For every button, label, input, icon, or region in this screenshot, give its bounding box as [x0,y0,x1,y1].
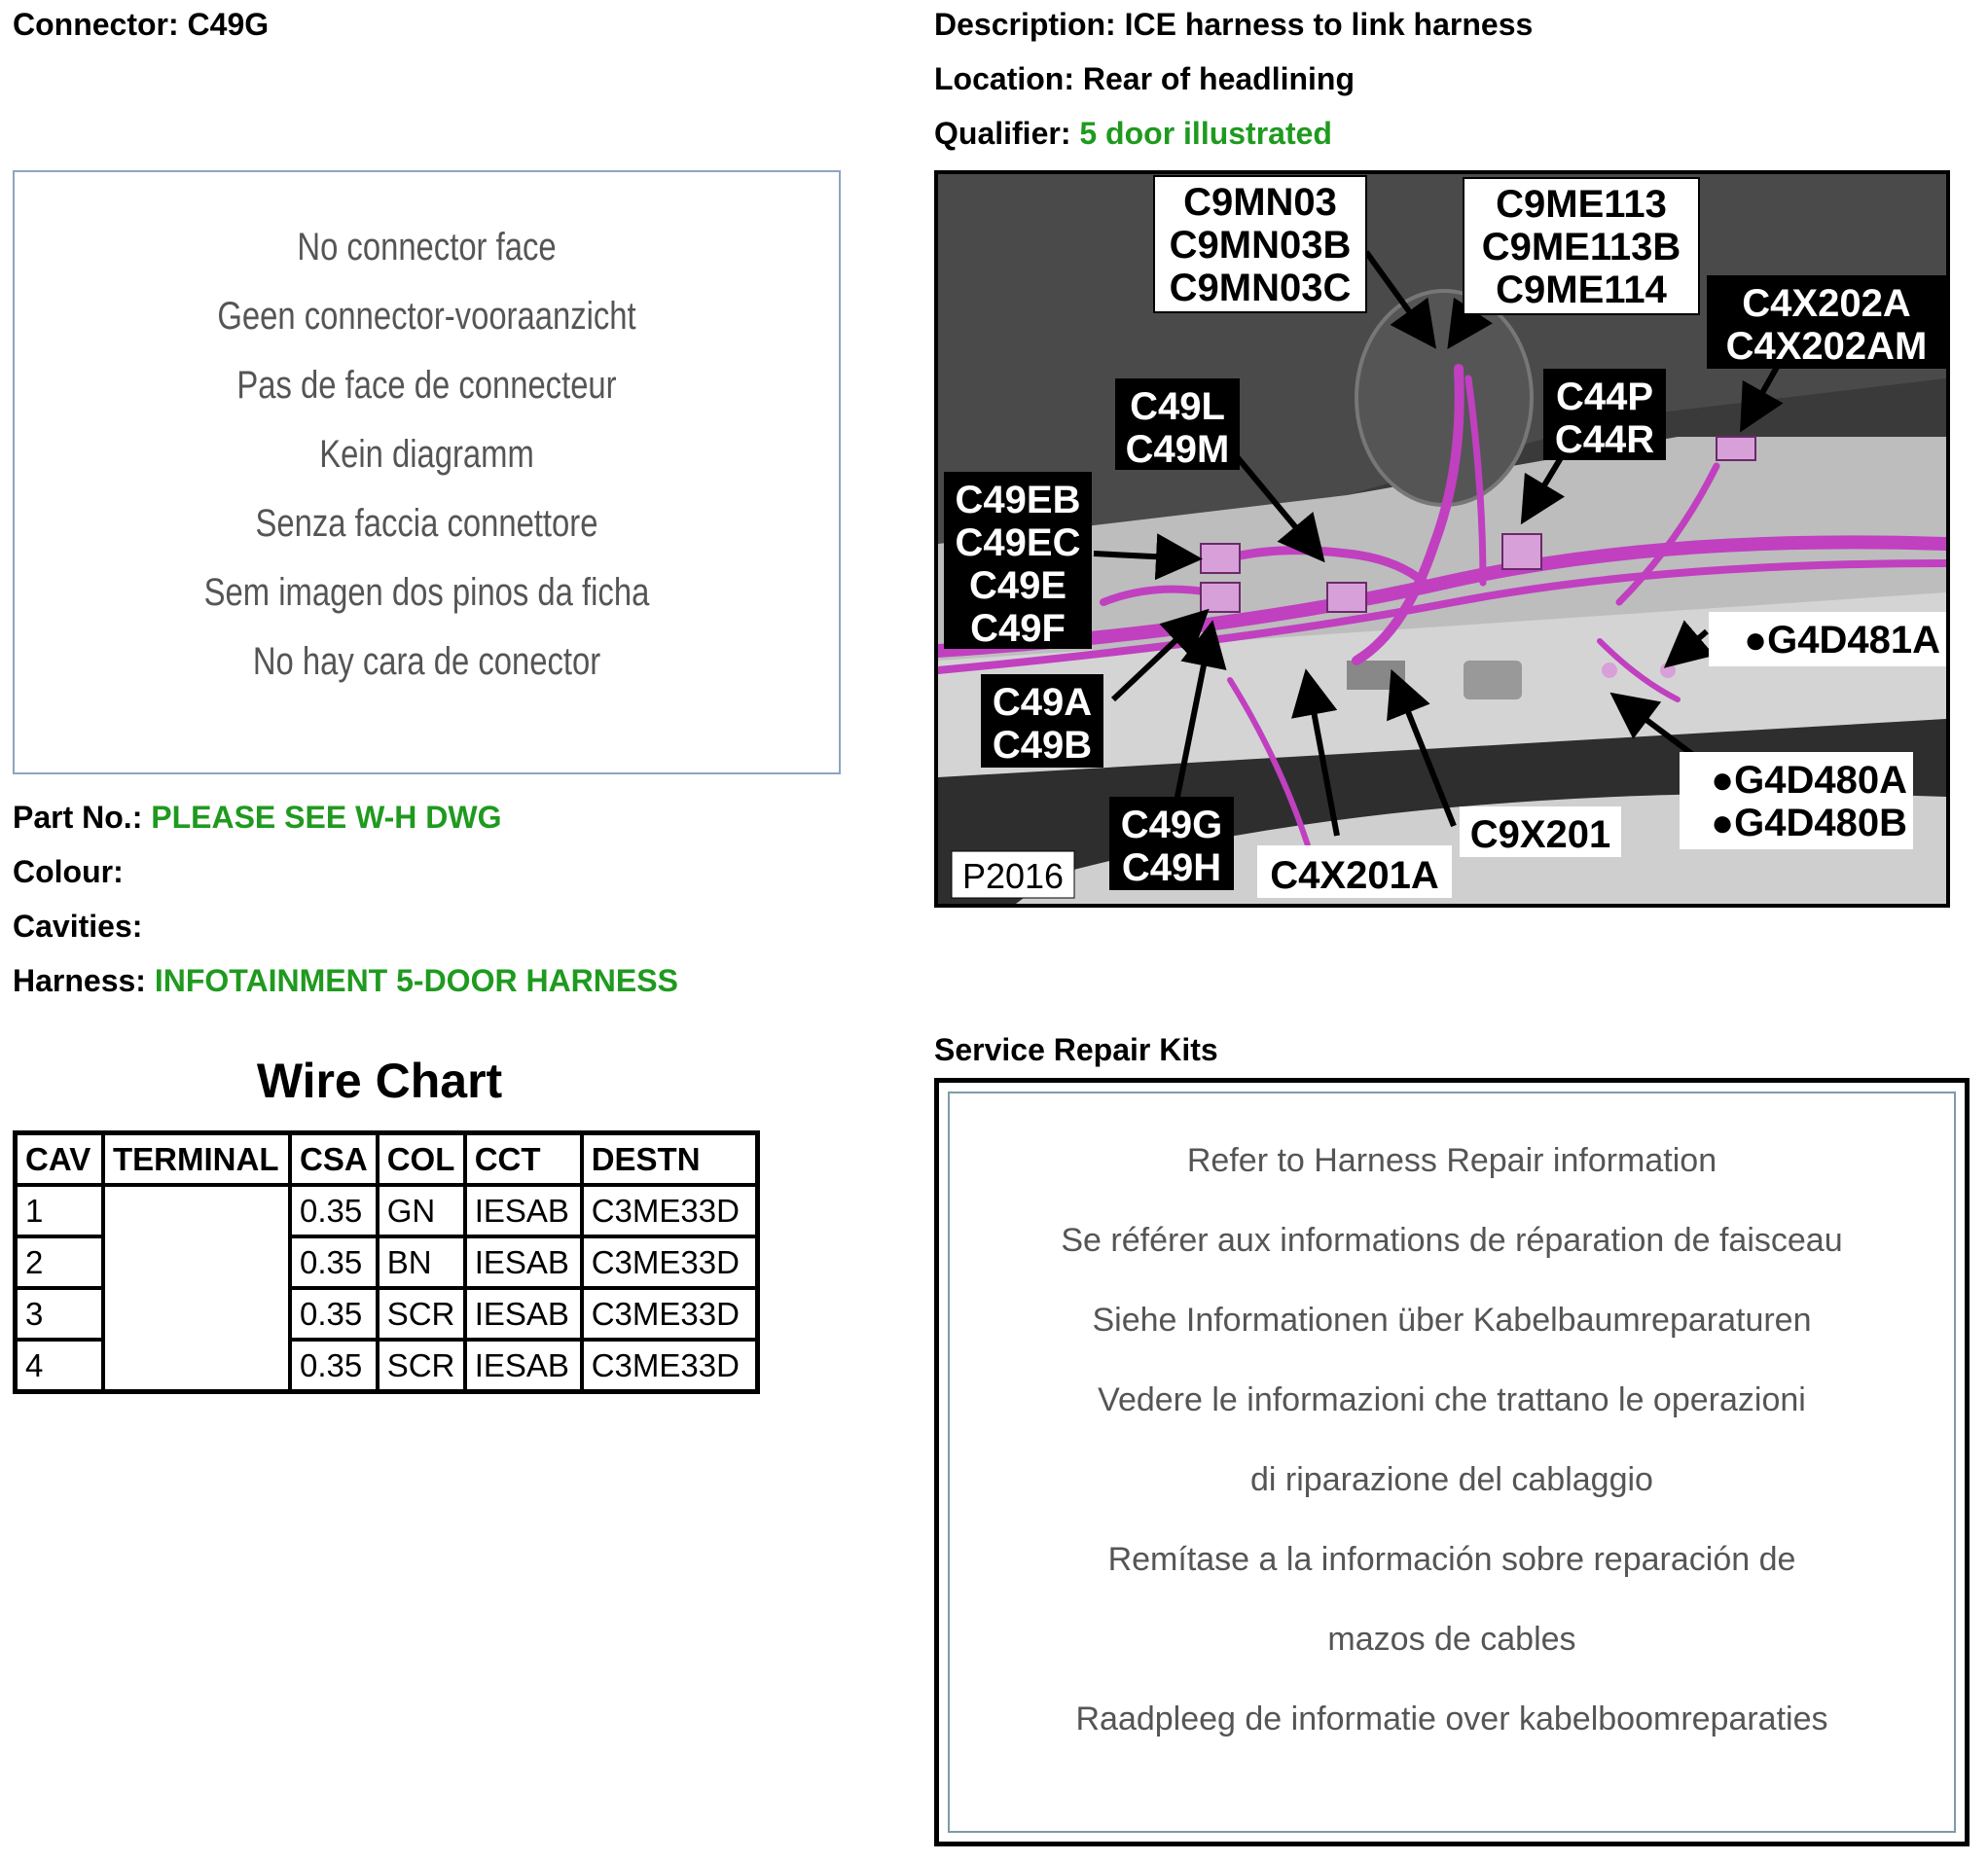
col-cav: CAV [16,1133,104,1186]
face-line: No connector face [297,226,557,269]
face-line: No hay cara de conector [252,640,601,683]
service-repair-inner [948,1092,1956,1833]
service-repair-title: Service Repair Kits [934,1032,1218,1067]
colour-field [13,853,124,890]
cell-destn: C3ME33D [582,1288,758,1340]
cell-destn: C3ME33D [582,1236,758,1288]
repair-line: mazos de cables [1327,1621,1576,1658]
photo-reference: P2016 [961,856,1065,896]
cell-csa: 0.35 [290,1236,378,1288]
col-cct: CCT [465,1133,582,1186]
col-csa: CSA [290,1133,378,1186]
label-g4d481a: ●G4D481A [1743,619,1940,662]
repair-line: Refer to Harness Repair information [1186,1142,1717,1179]
cell-cav: 3 [16,1288,104,1340]
description-value: ICE harness to link harness [1124,7,1534,42]
label-c9mn03: C9MN03 [1183,181,1337,224]
label-g4d480b: ●G4D480B [1710,802,1907,844]
cell-cct: IESAB [465,1185,582,1236]
label-c9mn03b: C9MN03B [1169,224,1352,267]
label-c4x201a: C4X201A [1270,854,1439,897]
label-c49a: C49A [992,681,1093,724]
qualifier-value: 5 door illustrated [1079,116,1332,151]
cell-cct: IESAB [465,1340,582,1392]
cell-col: SCR [378,1340,465,1392]
harness-label: Harness: [13,963,146,998]
description-label: Description: [934,7,1116,42]
slot [1464,661,1522,699]
dome-light-recess [1356,291,1532,505]
wire-chart-title: Wire Chart [256,1054,503,1108]
label-c49b: C49B [992,724,1093,767]
cell-csa: 0.35 [290,1340,378,1392]
connector-face-placeholder [13,170,841,774]
part-number-field [13,799,502,836]
connector-location-photo [934,170,1950,908]
cell-col: GN [378,1185,465,1236]
label-c49m: C49M [1125,428,1230,471]
part-label: Part No.: [13,800,143,835]
repair-line: Remítase a la información sobre reparación de [1107,1541,1796,1578]
face-line: Senza faccia connettore [255,502,598,545]
face-line: Kein diagramm [319,433,534,476]
connector-value: C49G [187,7,270,42]
cell-col: SCR [378,1288,465,1340]
label-c49l: C49L [1130,385,1225,428]
label-g4d480a: ●G4D480A [1710,759,1907,802]
colour-label: Colour: [13,854,124,889]
cell-cct: IESAB [465,1288,582,1340]
cell-destn: C3ME33D [582,1185,758,1236]
cell-cav: 1 [16,1185,104,1236]
col-destn: DESTN [582,1133,758,1186]
label-c49g: C49G [1120,804,1223,846]
qualifier-label: Qualifier: [934,116,1071,151]
cell-destn: C3ME33D [582,1340,758,1392]
label-c49f: C49F [970,607,1066,650]
repair-line: Vedere le informazioni che trattano le operazioni [1098,1381,1806,1418]
label-c4x202a: C4X202A [1742,282,1911,325]
label-c4x202am: C4X202AM [1725,325,1928,368]
table-row [16,1185,758,1236]
repair-line: Raadpleeg de informatie over kabelboomreparaties [1075,1701,1828,1737]
location-field [934,60,1355,97]
col-col: COL [378,1133,465,1186]
location-label: Location: [934,61,1074,96]
cell-terminal [103,1185,290,1392]
cell-cav: 2 [16,1236,104,1288]
cavities-field [13,908,142,945]
harness-value: INFOTAINMENT 5-DOOR HARNESS [154,963,678,998]
part-value: PLEASE SEE W-H DWG [151,800,502,835]
label-c9x201: C9X201 [1469,813,1611,856]
connector-field [13,6,269,43]
label-c44r: C44R [1554,418,1655,461]
cell-cav: 4 [16,1340,104,1392]
repair-line: di riparazione del cablaggio [1250,1461,1653,1498]
label-c49ec: C49EC [955,521,1081,564]
cell-csa: 0.35 [290,1185,378,1236]
repair-line: Siehe Informationen über Kabelbaumreparaturen [1092,1302,1812,1339]
table-header-row [16,1133,758,1186]
label-c9me113b: C9ME113B [1481,226,1681,269]
cavities-label: Cavities: [13,909,143,944]
label-c9me113: C9ME113 [1496,183,1667,226]
harness-field [13,962,678,999]
service-repair-box [934,1078,1970,1846]
label-c49e: C49E [968,564,1067,607]
description-field [934,6,1533,43]
col-terminal: TERMINAL [103,1133,290,1186]
face-line: Sem imagen dos pinos da ficha [203,571,650,614]
repair-line: Se référer aux informations de réparation de faisceau [1061,1222,1843,1259]
face-line: Geen connector-vooraanzicht [217,295,636,338]
harness-illustration [938,174,1946,904]
cell-cct: IESAB [465,1236,582,1288]
cell-csa: 0.35 [290,1288,378,1340]
label-c44p: C44P [1555,376,1654,418]
label-c9me114: C9ME114 [1496,269,1667,311]
face-line: Pas de face de connecteur [236,364,617,407]
cell-col: BN [378,1236,465,1288]
location-value: Rear of headlining [1082,61,1355,96]
wire-chart-table [13,1130,760,1394]
label-c9mn03c: C9MN03C [1169,267,1352,309]
qualifier-field [934,115,1332,152]
connector-label: Connector: [13,7,179,42]
label-c49h: C49H [1121,846,1222,889]
label-c49eb: C49EB [955,479,1081,521]
